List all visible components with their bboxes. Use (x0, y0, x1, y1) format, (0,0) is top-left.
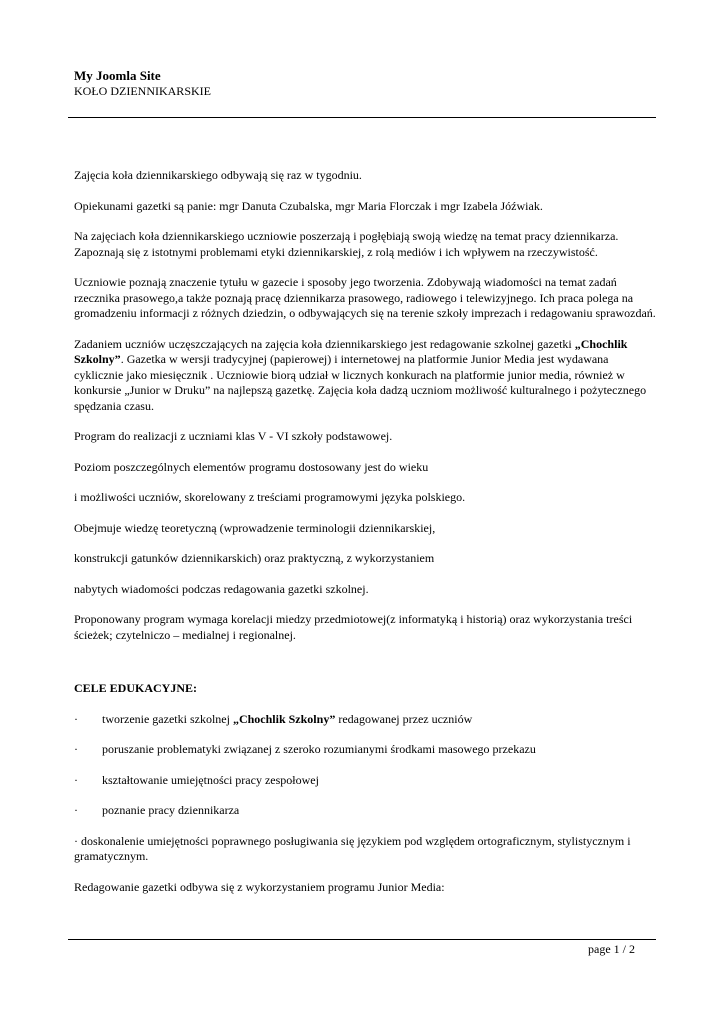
page-number: page 1 / 2 (588, 942, 635, 956)
list-item (74, 803, 658, 819)
paragraph: Poziom poszczególnych elementów programu dostosowany jest do wieku (74, 459, 429, 474)
header-divider (68, 117, 656, 118)
paragraph: Program do realizacji z uczniami klas V - VI szkoły podstawowej. (74, 429, 393, 443)
paragraph: Redagowanie gazetki odbywa się z wykorzystaniem programu Junior Media: (74, 879, 445, 894)
bullet-marker: · (74, 803, 78, 817)
bullet-marker: · (74, 711, 78, 726)
paragraph: Obejmuje wiedzę teoretyczną (wprowadzenie terminologii dziennikarskiej, (74, 520, 436, 535)
paragraph: konstrukcji gatunków dziennikarskich) oraz praktyczną, z wykorzystaniem (74, 551, 435, 565)
bullet-marker: · (74, 772, 78, 787)
text-span: Zadaniem uczniów uczęszczających na zajęcia koła dziennikarskiego jest redagowanie szkolnej gazetki (74, 336, 575, 351)
list-item-text: poznanie pracy dziennikarza (102, 803, 240, 817)
footer-divider (68, 939, 656, 940)
list-item-text: poruszanie problematyki związanej z szeroko rozumianymi środkami masowego przekazu (102, 742, 536, 756)
paragraph: Opiekunami gazetki są panie: mgr Danuta Czubalska, mgr Maria Florczak i mgr Izabela Jóźwiak. (74, 198, 543, 213)
gazette-name: „Chochlik Szkolny” (232, 711, 336, 726)
paragraph: Proponowany program wymaga korelacji miedzy przedmiotowej(z informatyką i historią) oraz wykorzystania treści ścieżek; czytelniczo – medialnej i regionalnej. (74, 612, 633, 642)
text-span: . Gazetka w wersji tradycyjnej (papierowej) i internetowej na platformie Junior Media jest wydawana cyklicznie jako miesięcznik . Uczniowie biorą udział w licznych konkurach na platformie junior media, również w konkursie „Junior w Druku” na najlepszą gazetkę. Zajęcia koła dadzą uczniom możliwość kulturalnego i pożytecznego spędzania czasu. (74, 352, 647, 413)
bullet-marker: · (74, 742, 78, 756)
list-item-text (102, 712, 472, 728)
list-item: · doskonalenie umiejętności poprawnego posługiwania się językiem pod względem ortograficznym, stylistycznym i gramatycznym. (74, 833, 631, 863)
text-span: tworzenie gazetki szkolnej (102, 711, 233, 726)
page-subtitle: KOŁO DZIENNIKARSKIE (74, 84, 211, 98)
paragraph (74, 337, 658, 415)
section-heading: CELE EDUKACYJNE: (74, 681, 198, 695)
list-item (74, 773, 658, 789)
paragraph: Uczniowie poznają znaczenie tytułu w gazecie i sposoby jego tworzenia. Zdobywają wiadomości na temat zadań rzecznika prasowego,a także poznają pracę dziennikarza prasowego, radiowego i telewizyjnego. Ich praca polega na gromadzeniu informacji z różnych dziedzin, o odbywających się na terenie szkoły imprezach i redagowaniu sprawozdań. (74, 275, 656, 320)
gazette-name: „Chochlik Szkolny” (74, 336, 628, 366)
text-span: redagowanej przez uczniów (335, 711, 473, 726)
paragraph: nabytych wiadomości podczas redagowania gazetki szkolnej. (74, 581, 369, 596)
list-item-text: kształtowanie umiejętności pracy zespołowej (102, 772, 319, 787)
paragraph: Zajęcia koła dziennikarskiego odbywają się raz w tygodniu. (74, 168, 362, 182)
document-body (74, 168, 658, 895)
list-item (74, 712, 658, 728)
list-item (74, 742, 658, 758)
paragraph: Na zajęciach koła dziennikarskiego uczniowie poszerzają i pogłębiają swoją wiedzę na temat pracy dziennikarza. Zapoznają się z istotnymi problemami etyki dziennikarskiej, z rolą mediów i ich wpływem na rzeczywistość. (74, 229, 619, 259)
paragraph: i możliwości uczniów, skorelowany z treściami programowymi języka polskiego. (74, 490, 466, 504)
site-title: My Joomla Site (74, 68, 161, 83)
